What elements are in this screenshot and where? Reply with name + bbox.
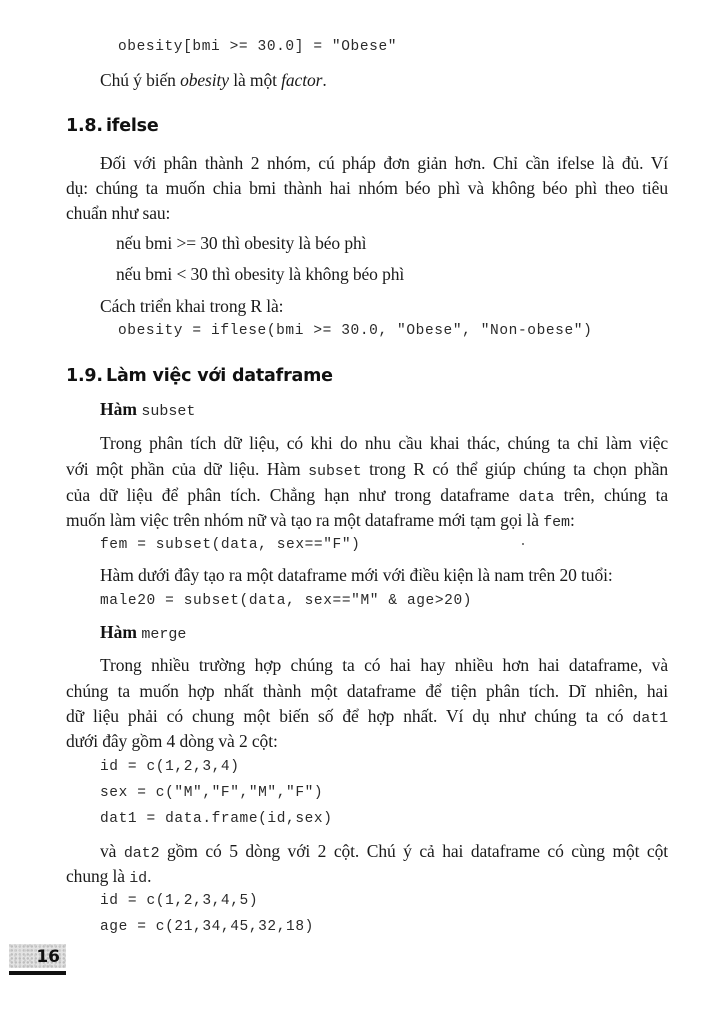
code-line: id = c(1,2,3,4) [100, 759, 240, 775]
inline-code: dat1 [632, 710, 668, 727]
paragraph-line: Đối với phân thành 2 nhóm, cú pháp đơn giản hơn. Chỉ cần ifelse là đủ. Ví [100, 153, 668, 173]
subheading-merge [100, 624, 186, 642]
page-number-badge [9, 944, 66, 968]
code-obesity-assign: obesity[bmi >= 30.0] = "Obese" [118, 39, 398, 55]
inline-code: data [518, 489, 555, 506]
note-variable: obesity [180, 70, 229, 90]
paragraph-line [100, 843, 668, 861]
text: với một phần của dữ liệu. Hàm [66, 459, 309, 479]
note-type: factor [281, 70, 323, 90]
code-line: dat1 = data.frame(id,sex) [100, 811, 333, 827]
paragraph-line [66, 868, 151, 886]
section-number: 1.8. [66, 116, 103, 136]
paragraph-line: Hàm dưới đây tạo ra một dataframe mới với điều kiện là nam trên 20 tuổi: [100, 565, 613, 585]
inline-code: id [129, 870, 148, 887]
inline-code: fem [543, 514, 570, 531]
paragraph-line: chúng ta muốn hợp nhất thành một dataframe để tiện phân tích. Dĩ nhiên, hai [66, 681, 668, 701]
paragraph-line [66, 512, 575, 530]
paragraph-line: Trong phân tích dữ liệu, có khi do nhu cầu khai thác, chúng ta chỉ làm việc [100, 433, 668, 453]
text: của dữ liệu để phân tích. Chẳng hạn như trong dataframe [66, 485, 519, 505]
paragraph-line: Trong nhiều trường hợp chúng ta có hai hay nhiều hơn hai dataframe, và [100, 655, 668, 675]
code-subset-male: male20 = subset(data, sex=="M" & age>20) [100, 593, 473, 609]
code-line: age = c(21,34,45,32,18) [100, 919, 314, 935]
subheading-word: Hàm [100, 399, 137, 419]
text: . [147, 866, 152, 886]
text: trong R có thể giúp chúng ta chọn phần [361, 459, 669, 479]
inline-code: dat2 [123, 845, 160, 862]
inline-code: subset [308, 463, 362, 480]
paragraph-line [66, 487, 668, 505]
section-heading-1-9 [66, 368, 333, 386]
function-name: merge [141, 626, 187, 643]
code-subset-fem: fem = subset(data, sex=="F") [100, 537, 361, 553]
text: chung là [66, 866, 130, 886]
code-line: sex = c("M","F","M","F") [100, 785, 324, 801]
factor-note [100, 72, 327, 90]
implementation-label: Cách triển khai trong R là: [100, 296, 284, 316]
subheading-word: Hàm [100, 622, 137, 642]
note-text: là một [228, 70, 282, 90]
section-number: 1.9. [66, 366, 103, 386]
note-text: Chú ý biến [100, 70, 181, 90]
paragraph-line: dưới đây gồm 4 dòng và 2 cột: [66, 731, 278, 751]
section-title: ifelse [106, 116, 159, 136]
section-title: Làm việc với dataframe [106, 366, 333, 386]
code-ifelse: obesity = iflese(bmi >= 30.0, "Obese", "Non-obese") [118, 323, 593, 339]
text: trên, chúng ta [554, 485, 668, 505]
scan-speck [522, 543, 524, 545]
section-heading-1-8 [66, 118, 159, 136]
paragraph-line: chuẩn như sau: [66, 203, 171, 223]
subheading-subset [100, 401, 195, 419]
code-line: id = c(1,2,3,4,5) [100, 893, 259, 909]
text: : [569, 510, 575, 530]
rule-item: nếu bmi >= 30 thì obesity là béo phì [116, 233, 367, 253]
paragraph-line [66, 708, 668, 726]
paragraph-line [66, 461, 668, 479]
text: dữ liệu phải có chung một biến số để hợp nhất. Ví dụ như chúng ta có [66, 706, 633, 726]
rule-item: nếu bmi < 30 thì obesity là không béo phì [116, 264, 405, 284]
paragraph-line: dụ: chúng ta muốn chia bmi thành hai nhóm béo phì và không béo phì theo tiêu [66, 178, 668, 198]
text: gồm có 5 dòng với 2 cột. Chú ý cả hai dataframe có cùng một cột [159, 841, 668, 861]
page-number-underline [9, 971, 66, 975]
text: muốn làm việc trên nhóm nữ và tạo ra một dataframe mới tạm gọi là [66, 510, 544, 530]
page-number: 16 [36, 947, 60, 967]
text: và [100, 841, 124, 861]
function-name: subset [141, 403, 196, 420]
note-text: . [322, 70, 327, 90]
